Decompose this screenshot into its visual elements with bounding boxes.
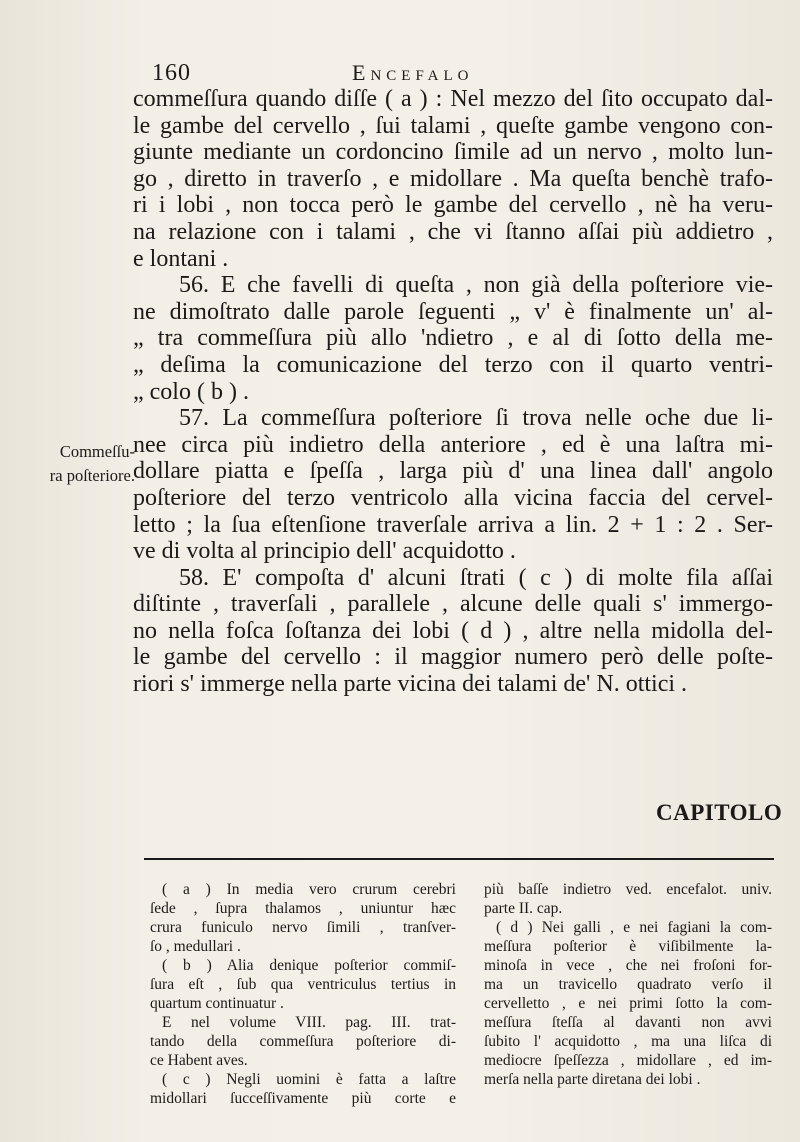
body-line: riori s' immerge nella parte vicina dei talami de' N. ottici . (133, 671, 688, 698)
body-line: „ deſima la comunicazione del terzo con il quarto ventri- (133, 351, 773, 378)
body-line: ne dimoſtrato dalle parole ſeguenti „ v' è finalmente un' al- (133, 298, 773, 325)
body-line: commeſſura quando diſſe ( a ) : Nel mezzo del ſito occupato dal- (133, 86, 773, 112)
body-line: nee circa più indietro della anteriore , ed è una laſtra mi- (133, 431, 773, 458)
body-line: dollare piatta e ſpeſſa , larga più d' una linea dall' angolo (133, 458, 773, 485)
body-line: go , diretto in traverſo , e midollare . Ma queſta benchè trafo- (133, 165, 773, 192)
body-line: e lontani . (133, 245, 229, 272)
body-line: 57. La commeſſura poſteriore ſi trova nelle oche due li- (179, 405, 773, 432)
footnote-line: quartum continuatur . (150, 995, 284, 1012)
footnote-line: ſo , medullari . (150, 938, 241, 955)
footnote-line: parte II. cap. (484, 900, 563, 917)
footnote-line: midollari ſucceſſivamente più corte e (150, 1090, 456, 1107)
body-line: le gambe del cervello , ſui talami , queſte gambe vengono con- (133, 112, 773, 139)
body-line: letto ; la ſua eſtenſione traverſale arriva a lin. 2 + 1 : 2 . Ser- (133, 511, 773, 538)
body-line: „ tra commeſſura più allo 'ndietro , e al di ſotto della me- (133, 325, 773, 352)
body-text (133, 86, 773, 698)
body-line: diſtinte , traverſali , parallele , alcune delle quali s' immergo- (133, 591, 773, 618)
footnotes-right-column (484, 880, 772, 1089)
margin-note (20, 440, 135, 488)
footnote-line: crura funiculo nervo ſimili , tranſver- (150, 919, 456, 936)
body-line: poſteriore del terzo ventricolo alla vicina faccia del cervel- (133, 484, 773, 511)
footnote-line: più baſſe indietro ved. encefalot. univ. (484, 881, 772, 898)
body-line: 58. E' compoſta d' alcuni ſtrati ( c ) di molte fila aſſai (179, 564, 773, 591)
body-line: ri i lobi , non tocca però le gambe del cervello , nè ha veru- (133, 192, 773, 219)
footnotes-left-column (150, 880, 456, 1108)
footnote-line: ( c ) Negli uomini è fatta a laſtre (162, 1071, 456, 1088)
footnote-line: mediocre ſpeſſezza , midollare , ed im- (484, 1052, 772, 1069)
footnote-line: minoſa in vece , che nei froſoni for- (484, 957, 772, 974)
running-title: Encefalo (352, 60, 474, 85)
body-line: na relazione con i talami , che vi ſtanno aſſai più addietro , (133, 218, 773, 245)
margin-note-line: Commeſſu- (59, 442, 135, 461)
footnote-line: meſſura ſteſſa al davanti non avvi (484, 1014, 772, 1031)
footnote-line: E nel volume VIII. pag. III. trat- (162, 1014, 456, 1031)
body-line: „ colo ( b ) . (133, 378, 249, 405)
body-line: le gambe del cervello : il maggior numero però delle poſte- (133, 644, 773, 671)
footnote-line: ſura eſt , ſub qua ventriculus tertius in (150, 976, 456, 993)
footnote-line: ( d ) Nei galli , e nei fagiani la com- (496, 919, 772, 936)
footnote-line: cervelletto , e nei primi ſotto la com- (484, 995, 772, 1012)
show-through-texture (30, 110, 130, 170)
footnote-line: ce Habent aves. (150, 1052, 248, 1069)
footnote-line: ſubito l' acquidotto , ma una liſca di (484, 1033, 772, 1050)
body-line: ve di volta al principio dell' acquidotto . (133, 538, 516, 565)
footnote-line: ( b ) Alia denique poſterior commiſ- (162, 957, 456, 974)
page-header (0, 60, 800, 86)
footnote-line: ma un travicello quadrato verſo il (484, 976, 772, 993)
footnote-line: tando della commeſſura poſteriore di- (150, 1033, 456, 1050)
margin-note-line: ra poſteriore. (49, 466, 135, 485)
footnote-line: merſa nella parte diretana dei lobi . (484, 1071, 701, 1088)
catchword: CAPITOLO (656, 800, 783, 825)
footnote-line: ſede , ſupra thalamos , uniuntur hæc (150, 900, 456, 917)
page-number: 160 (152, 60, 191, 86)
body-line: giunte mediante un cordoncino ſimile ad un nervo , molto lun- (133, 139, 773, 166)
footnote-line: meſſura poſterior è viſibilmente la- (484, 938, 772, 955)
footnote-rule (144, 858, 774, 860)
body-line: no nella foſca ſoſtanza dei lobi ( d ) , altre nella midolla del- (133, 617, 773, 644)
body-line: 56. E che favelli di queſta , non già della poſteriore vie- (179, 272, 773, 299)
footnote-line: ( a ) In media vero crurum cerebri (162, 881, 456, 898)
